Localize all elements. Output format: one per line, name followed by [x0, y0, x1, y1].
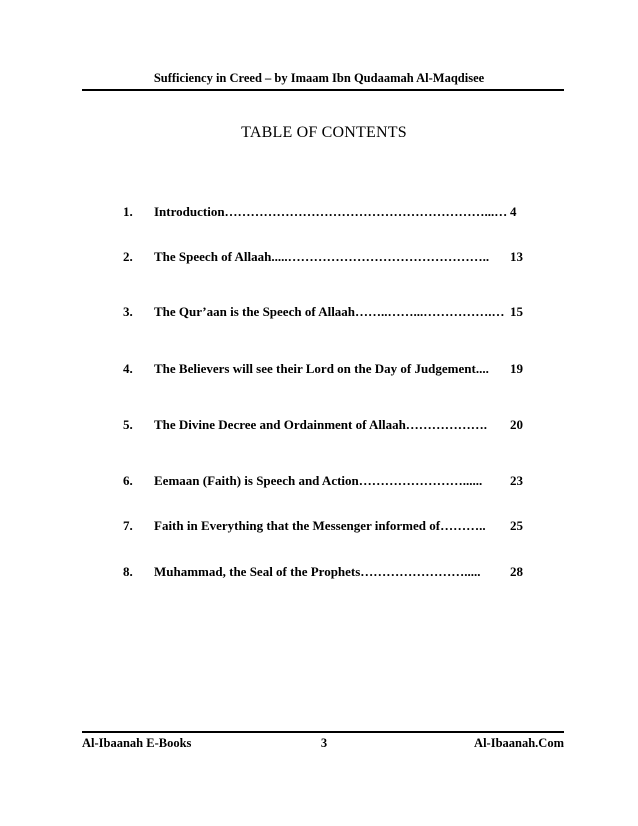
toc-entry-page: 28 — [510, 564, 523, 579]
toc-entry-number: 7. — [123, 518, 133, 533]
toc-entry-page: 23 — [510, 473, 523, 488]
footer-publisher: Al-Ibaanah E-Books — [82, 736, 192, 750]
toc-entry-title: Muhammad, the Seal of the Prophets……………………..... — [154, 564, 481, 579]
toc-entry-title: Introduction……………………………………………………...… — [154, 204, 508, 219]
toc-entry-number: 5. — [123, 417, 133, 432]
toc-entry-number: 3. — [123, 304, 133, 319]
toc-entry-number: 2. — [123, 249, 133, 264]
page-number: 3 — [320, 736, 328, 750]
page-title: TABLE OF CONTENTS — [241, 124, 407, 141]
toc-entry[interactable] — [0, 304, 638, 324]
toc-entry[interactable] — [0, 518, 638, 538]
toc-entry-title: The Speech of Allaah.....……………………………………….. — [154, 249, 490, 264]
header-rule — [82, 89, 564, 91]
footer-rule — [82, 731, 564, 733]
toc-entry-title: The Believers will see their Lord on the Day of Judgement.... — [154, 361, 489, 376]
toc-entry-number: 4. — [123, 361, 133, 376]
toc-entry[interactable] — [0, 361, 638, 381]
toc-entry[interactable] — [0, 473, 638, 493]
toc-entry-page: 15 — [510, 304, 523, 319]
toc-entry-page: 13 — [510, 249, 523, 264]
toc-entry-number: 6. — [123, 473, 133, 488]
toc-entry-page: 19 — [510, 361, 523, 376]
toc-entry[interactable] — [0, 249, 638, 269]
toc-entry-page: 4 — [510, 204, 517, 219]
toc-entry-title: Faith in Everything that the Messenger informed of……….. — [154, 518, 486, 533]
toc-entry-title: The Qur’aan is the Speech of Allaah……..……...…………….… — [154, 304, 505, 319]
toc-entry-title: Eemaan (Faith) is Speech and Action……………………...... — [154, 473, 483, 488]
running-header: Sufficiency in Creed – by Imaam Ibn Qudaamah Al-Maqdisee — [153, 71, 485, 85]
toc-entry-title: The Divine Decree and Ordainment of Allaah………………. — [154, 417, 488, 432]
footer-website: Al-Ibaanah.Com — [474, 736, 564, 750]
toc-entry-number: 1. — [123, 204, 133, 219]
toc-entry[interactable] — [0, 564, 638, 584]
toc-entry[interactable] — [0, 204, 638, 224]
toc-entry-number: 8. — [123, 564, 133, 579]
toc-entry-page: 25 — [510, 518, 523, 533]
toc-entry[interactable] — [0, 417, 638, 437]
toc-entry-page: 20 — [510, 417, 523, 432]
